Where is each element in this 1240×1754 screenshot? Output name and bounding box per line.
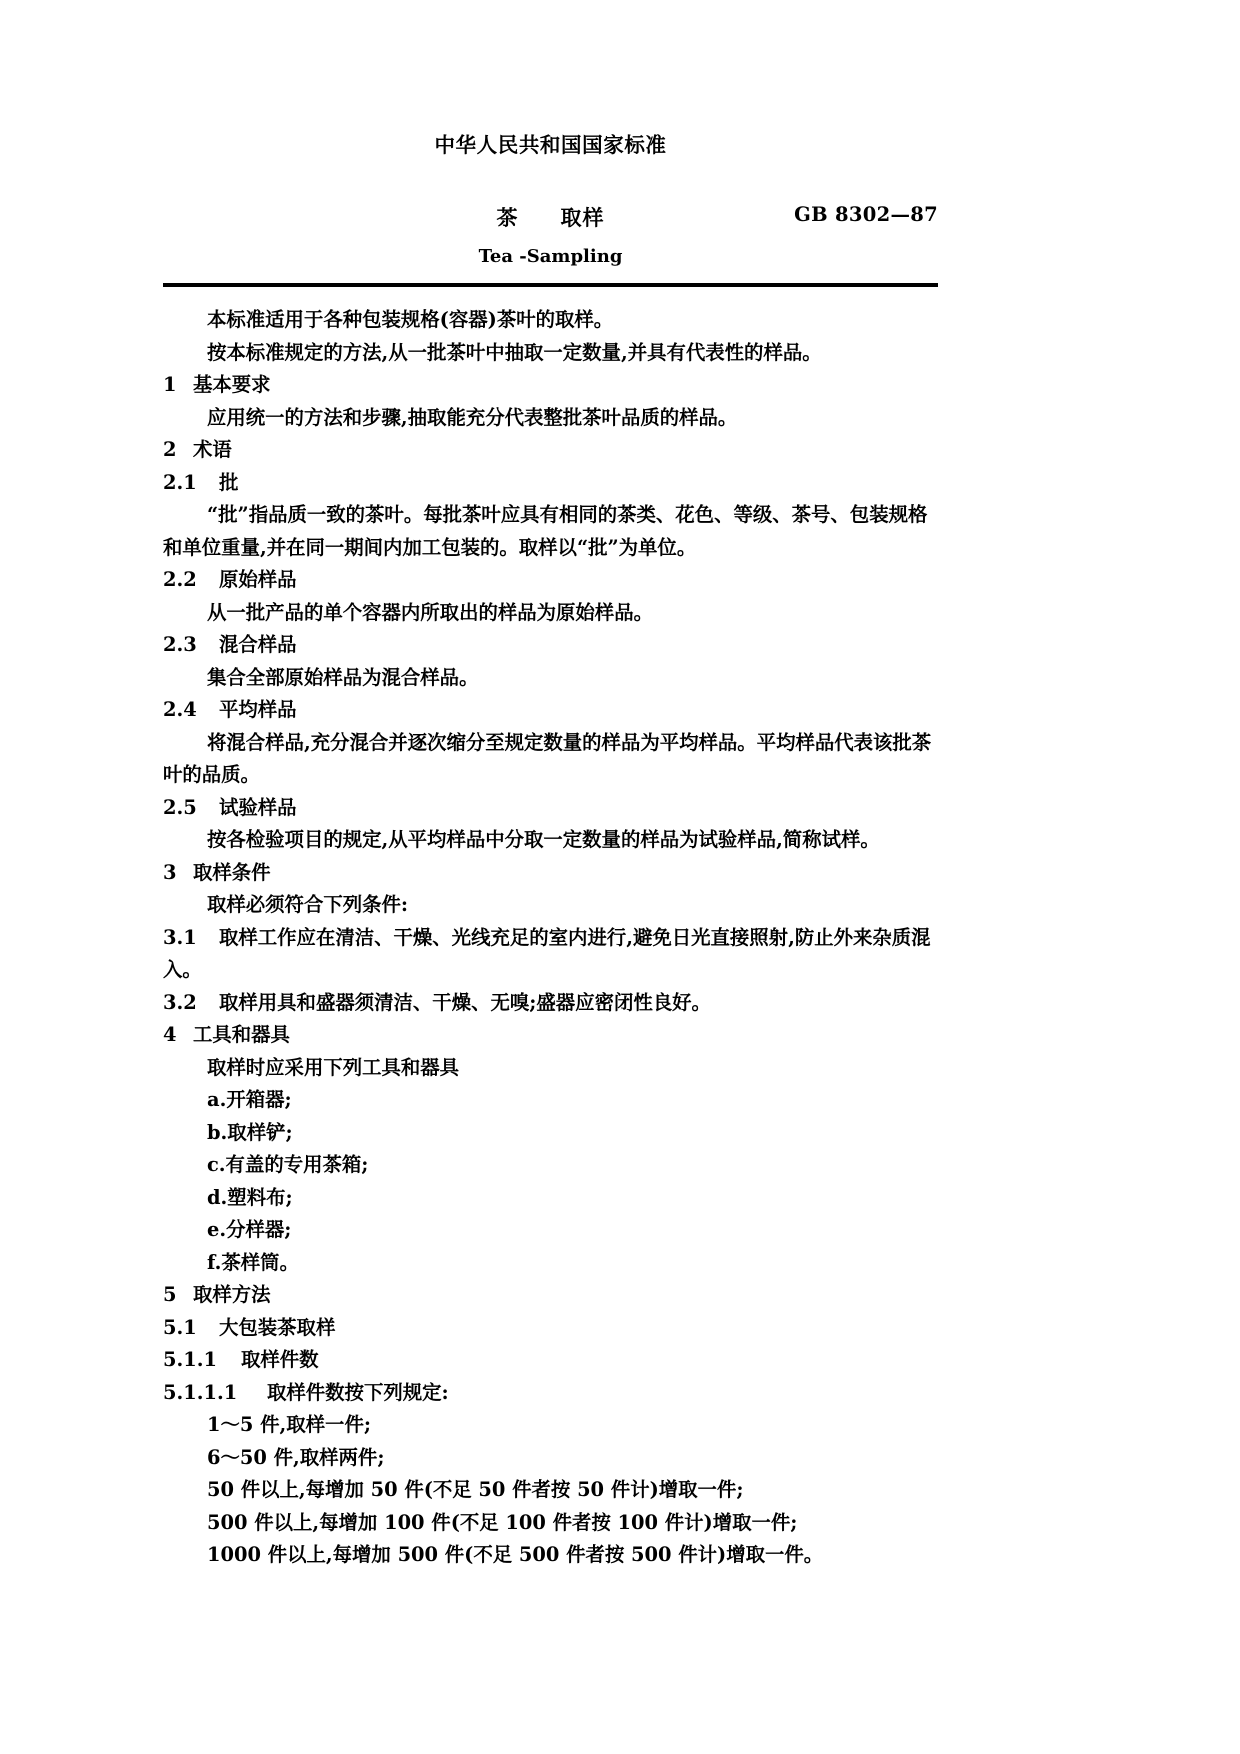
list-item: d.塑料布; [207,1185,293,1209]
section-5-1-number: 5.1 [163,1315,197,1339]
intro-paragraph-1: 本标准适用于各种包装规格(容器)茶叶的取样。 [207,308,614,331]
section-2-1-body: “批”指品质一致的茶叶。每批茶叶应具有相同的茶类、花色、等级、茶号、包装规格和单位重量,并在同一期间内加工包装的。取样以“批”为单位。 [163,503,928,559]
section-3-2 [163,987,938,1020]
section-2-3-title: 混合样品 [219,633,297,656]
section-2-5-heading [163,792,938,825]
list-item: f.茶样筒。 [207,1250,299,1274]
section-2-1-number: 2.1 [163,470,197,494]
section-5-1-heading [163,1312,938,1345]
section-2-1-heading [163,467,938,500]
list-item: a.开箱器; [207,1088,292,1111]
section-1-title: 基本要求 [193,373,271,396]
standard-number: GB 8302—87 [794,203,938,226]
section-2-4-heading [163,694,938,727]
section-2-5-body: 按各检验项目的规定,从平均样品中分取一定数量的样品为试验样品,简称试样。 [207,828,880,851]
section-1-heading [163,369,938,402]
section-2-3-body: 集合全部原始样品为混合样品。 [207,665,479,689]
quantity-rule: 1～5 件,取样一件; [207,1413,371,1436]
quantity-rule: 50 件以上,每增加 50 件(不足 50 件者按 50 件计)增取一件; [207,1478,744,1501]
section-3-1-number: 3.1 [163,925,197,949]
section-5-1-1-1-heading [163,1377,938,1410]
header-divider-rule [163,283,938,287]
section-1-number: 1 [163,373,177,396]
quantity-rule: 1000 件以上,每增加 500 件(不足 500 件者按 500 件计)增取一件。 [207,1543,824,1566]
section-5-1-1-number: 5.1.1 [163,1348,217,1371]
section-2-number: 2 [163,438,177,461]
section-2-4-body: 将混合样品,充分混合并逐次缩分至规定数量的样品为平均样品。平均样品代表该批茶叶的品质。 [163,730,932,786]
list-item: b.取样铲; [207,1120,293,1144]
section-2-1-title: 批 [219,470,239,494]
section-3-1 [163,922,938,987]
national-standard-title: 中华人民共和国国家标准 [434,133,667,157]
section-5-1-title: 大包装茶取样 [219,1315,336,1339]
section-3-2-body: 取样用具和盛器须清洁、干燥、无嗅;盛器应密闭性良好。 [219,990,711,1014]
section-2-5-number: 2.5 [163,795,197,819]
chinese-title-word2: 取样 [560,205,605,230]
section-2-title: 术语 [193,438,232,461]
section-2-heading [163,434,938,467]
section-5-number: 5 [163,1283,177,1306]
section-5-1-1-1-title: 取样件数按下列规定: [267,1380,449,1404]
quantity-rule: 500 件以上,每增加 100 件(不足 100 件者按 100 件计)增取一件; [207,1510,798,1534]
section-5-1-1-heading [163,1344,938,1377]
section-5-title: 取样方法 [193,1283,271,1306]
list-item: c.有盖的专用茶箱; [207,1153,369,1176]
section-4-number: 4 [163,1023,177,1046]
section-5-heading [163,1279,938,1312]
section-3-1-body: 取样工作应在清洁、干燥、光线充足的室内进行,避免日光直接照射,防止外来杂质混入。 [163,925,931,981]
section-3-body: 取样必须符合下列条件: [207,893,409,916]
english-title: Tea -Sampling [478,246,623,267]
section-3-title: 取样条件 [193,860,271,884]
section-4-title: 工具和器具 [193,1023,290,1046]
section-5-1-1-1-number: 5.1.1.1 [163,1380,238,1404]
section-5-1-1-title: 取样件数 [241,1348,319,1371]
title-row [163,202,938,232]
section-3-number: 3 [163,860,177,884]
section-2-2-number: 2.2 [163,568,197,591]
section-1-body: 应用统一的方法和步骤,抽取能充分代表整批茶叶品质的样品。 [207,405,738,429]
section-2-5-title: 试验样品 [219,795,297,819]
section-2-3-number: 2.3 [163,633,197,656]
section-2-2-title: 原始样品 [219,568,297,591]
section-2-4-number: 2.4 [163,698,197,721]
list-item: e.分样器; [207,1218,292,1241]
chinese-title-word1: 茶 [496,205,519,230]
document-header [163,0,938,287]
intro-paragraph-2: 按本标准规定的方法,从一批茶叶中抽取一定数量,并具有代表性的样品。 [207,340,822,364]
page-content [163,0,938,1572]
section-3-heading [163,857,938,890]
section-2-2-heading [163,564,938,597]
quantity-rule: 6～50 件,取样两件; [207,1445,385,1469]
document-body [163,304,938,1572]
section-2-3-heading [163,629,938,662]
section-4-heading [163,1019,938,1052]
section-2-4-title: 平均样品 [219,698,297,721]
section-3-2-number: 3.2 [163,990,197,1014]
section-2-2-body: 从一批产品的单个容器内所取出的样品为原始样品。 [207,600,653,624]
section-4-body: 取样时应采用下列工具和器具 [207,1055,460,1079]
